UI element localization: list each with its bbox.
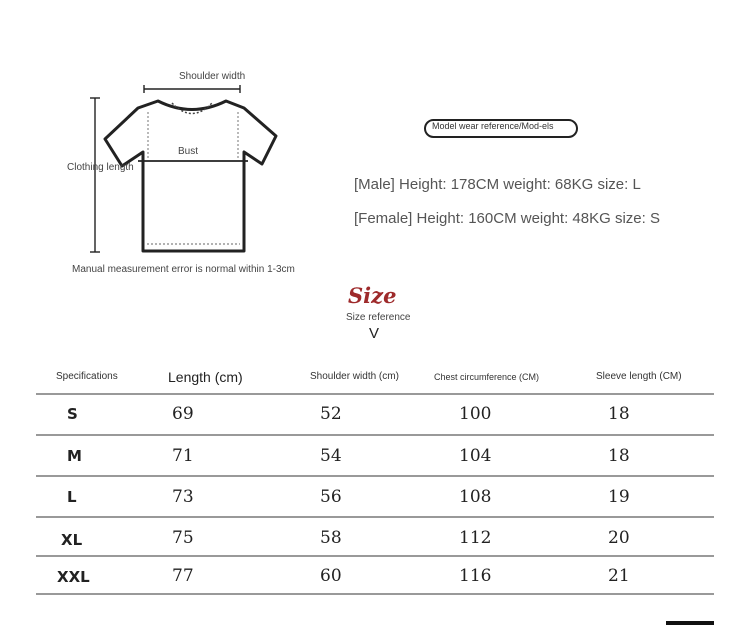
shoulder-width-label: Shoulder width — [179, 71, 246, 82]
clothing-length-label: Clothing length — [67, 162, 134, 173]
table-divider — [36, 393, 714, 395]
header-length: Length (cm) — [168, 369, 243, 385]
table-divider — [36, 434, 714, 436]
model-reference-pill: Model wear reference/Mod-els — [424, 119, 578, 138]
cell-sleeve: 20 — [608, 528, 630, 548]
cell-length: 75 — [172, 528, 194, 548]
cell-sleeve: 21 — [608, 566, 630, 586]
header-shoulder-width: Shoulder width (cm) — [310, 371, 399, 382]
measurement-error-note: Manual measurement error is normal within 1-3cm — [72, 264, 295, 275]
cell-sleeve: 18 — [608, 404, 630, 424]
cell-spec: S — [67, 405, 78, 423]
table-divider — [36, 593, 714, 595]
table-divider — [36, 555, 714, 557]
cell-shoulder: 58 — [320, 528, 342, 548]
cell-length: 69 — [172, 404, 194, 424]
bottom-decorative-bar — [666, 621, 714, 625]
header-specifications: Specifications — [56, 371, 118, 382]
cell-sleeve: 19 — [608, 487, 630, 507]
cell-length: 71 — [172, 446, 194, 466]
cell-spec: M — [67, 447, 82, 465]
cell-chest: 112 — [459, 528, 492, 548]
cell-length: 73 — [172, 487, 194, 507]
female-model-info: [Female] Height: 160CM weight: 48KG size: S — [354, 210, 660, 227]
header-chest-circumference: Chest circumference (CM) — [434, 372, 540, 382]
shoulder-width-arrow — [144, 85, 240, 93]
cell-spec: XL — [61, 531, 83, 549]
cell-length: 77 — [172, 566, 194, 586]
size-title: Size — [348, 283, 397, 308]
cell-shoulder: 54 — [320, 446, 342, 466]
chevron-down-icon: V — [369, 325, 380, 342]
cell-shoulder: 60 — [320, 566, 342, 586]
cell-spec: XXL — [57, 568, 90, 586]
cell-chest: 104 — [459, 446, 492, 466]
tshirt-measurement-diagram — [0, 0, 300, 270]
cell-shoulder: 52 — [320, 404, 342, 424]
cell-chest: 100 — [459, 404, 492, 424]
cell-chest: 108 — [459, 487, 492, 507]
male-model-info: [Male] Height: 178CM weight: 68KG size: L — [354, 176, 641, 193]
table-divider — [36, 516, 714, 518]
table-divider — [36, 475, 714, 477]
size-subtitle: Size reference — [346, 312, 411, 323]
cell-chest: 116 — [459, 566, 492, 586]
tshirt-outline — [105, 101, 276, 251]
header-sleeve-length: Sleeve length (CM) — [596, 371, 682, 382]
cell-sleeve: 18 — [608, 446, 630, 466]
bust-label: Bust — [178, 146, 199, 157]
cell-spec: L — [67, 488, 77, 506]
cell-shoulder: 56 — [320, 487, 342, 507]
clothing-length-arrow — [90, 98, 100, 252]
